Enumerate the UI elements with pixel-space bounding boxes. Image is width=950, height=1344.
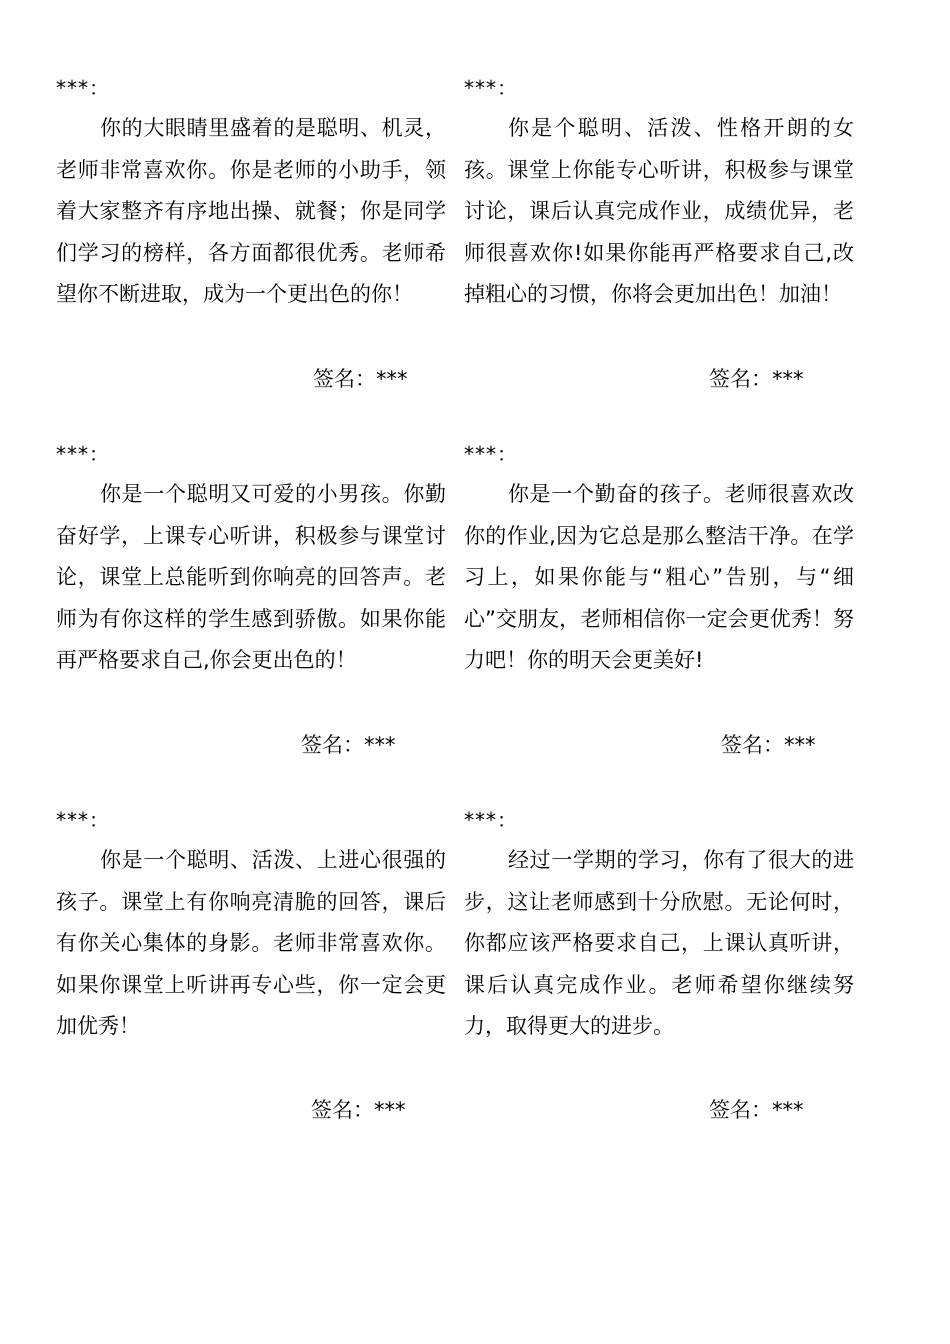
comment-body: 你是个聪明、活泼、性格开朗的女孩。课堂上你能专心听讲，积极参与课堂讨论，课后认真完成作业，成绩优异，老师很喜欢你!如果你能再严格要求自己,改掉粗心的习惯，你将会更加出色！加油！ <box>464 116 854 306</box>
comment-block-2 <box>464 74 854 316</box>
comment-signature: 签名：*** <box>709 367 804 391</box>
comment-body: 你是一个勤奋的孩子。老师很喜欢改你的作业,因为它总是那么整洁干净。在学习上，如果你能与“粗心”告别，与“细心”交朋友，老师相信你一定会更优秀！努力吧！你的明天会更美好! <box>464 482 854 672</box>
comment-greeting: ***： <box>56 442 110 466</box>
comment-block-5 <box>56 806 446 1048</box>
comment-body: 经过一学期的学习，你有了很大的进步，这让老师感到十分欣慰。无论何时，你都应该严格要求自己，上课认真听讲，课后认真完成作业。老师希望你继续努力，取得更大的进步。 <box>464 848 854 1038</box>
comment-greeting: ***： <box>464 76 518 100</box>
comment-block-1 <box>56 74 446 316</box>
comment-greeting: ***： <box>464 442 518 466</box>
comment-body: 你是一个聪明又可爱的小男孩。你勤奋好学，上课专心听讲，积极参与课堂讨论，课堂上总能听到你响亮的回答声。老师为有你这样的学生感到骄傲。如果你能再严格要求自己,你会更出色的！ <box>56 482 446 672</box>
comment-block-6 <box>464 806 854 1048</box>
comment-greeting: ***： <box>56 808 110 832</box>
comment-greeting: ***： <box>56 76 110 100</box>
comment-signature: 签名：*** <box>721 733 816 757</box>
comment-body: 你是一个聪明、活泼、上进心很强的孩子。课堂上有你响亮清脆的回答，课后有你关心集体的身影。老师非常喜欢你。如果你课堂上听讲再专心些，你一定会更加优秀！ <box>56 848 446 1038</box>
comment-signature: 签名：*** <box>301 733 396 757</box>
comment-signature: 签名：*** <box>709 1098 804 1122</box>
comment-signature: 签名：*** <box>313 367 408 391</box>
comment-body: 你的大眼睛里盛着的是聪明、机灵，老师非常喜欢你。你是老师的小助手，领着大家整齐有序地出操、就餐；你是同学们学习的榜样，各方面都很优秀。老师希望你不断进取，成为一个更出色的你！ <box>56 116 446 306</box>
comment-greeting: ***： <box>464 808 518 832</box>
comment-block-4 <box>464 440 854 682</box>
comment-signature: 签名：*** <box>311 1098 406 1122</box>
comment-block-3 <box>56 440 446 682</box>
